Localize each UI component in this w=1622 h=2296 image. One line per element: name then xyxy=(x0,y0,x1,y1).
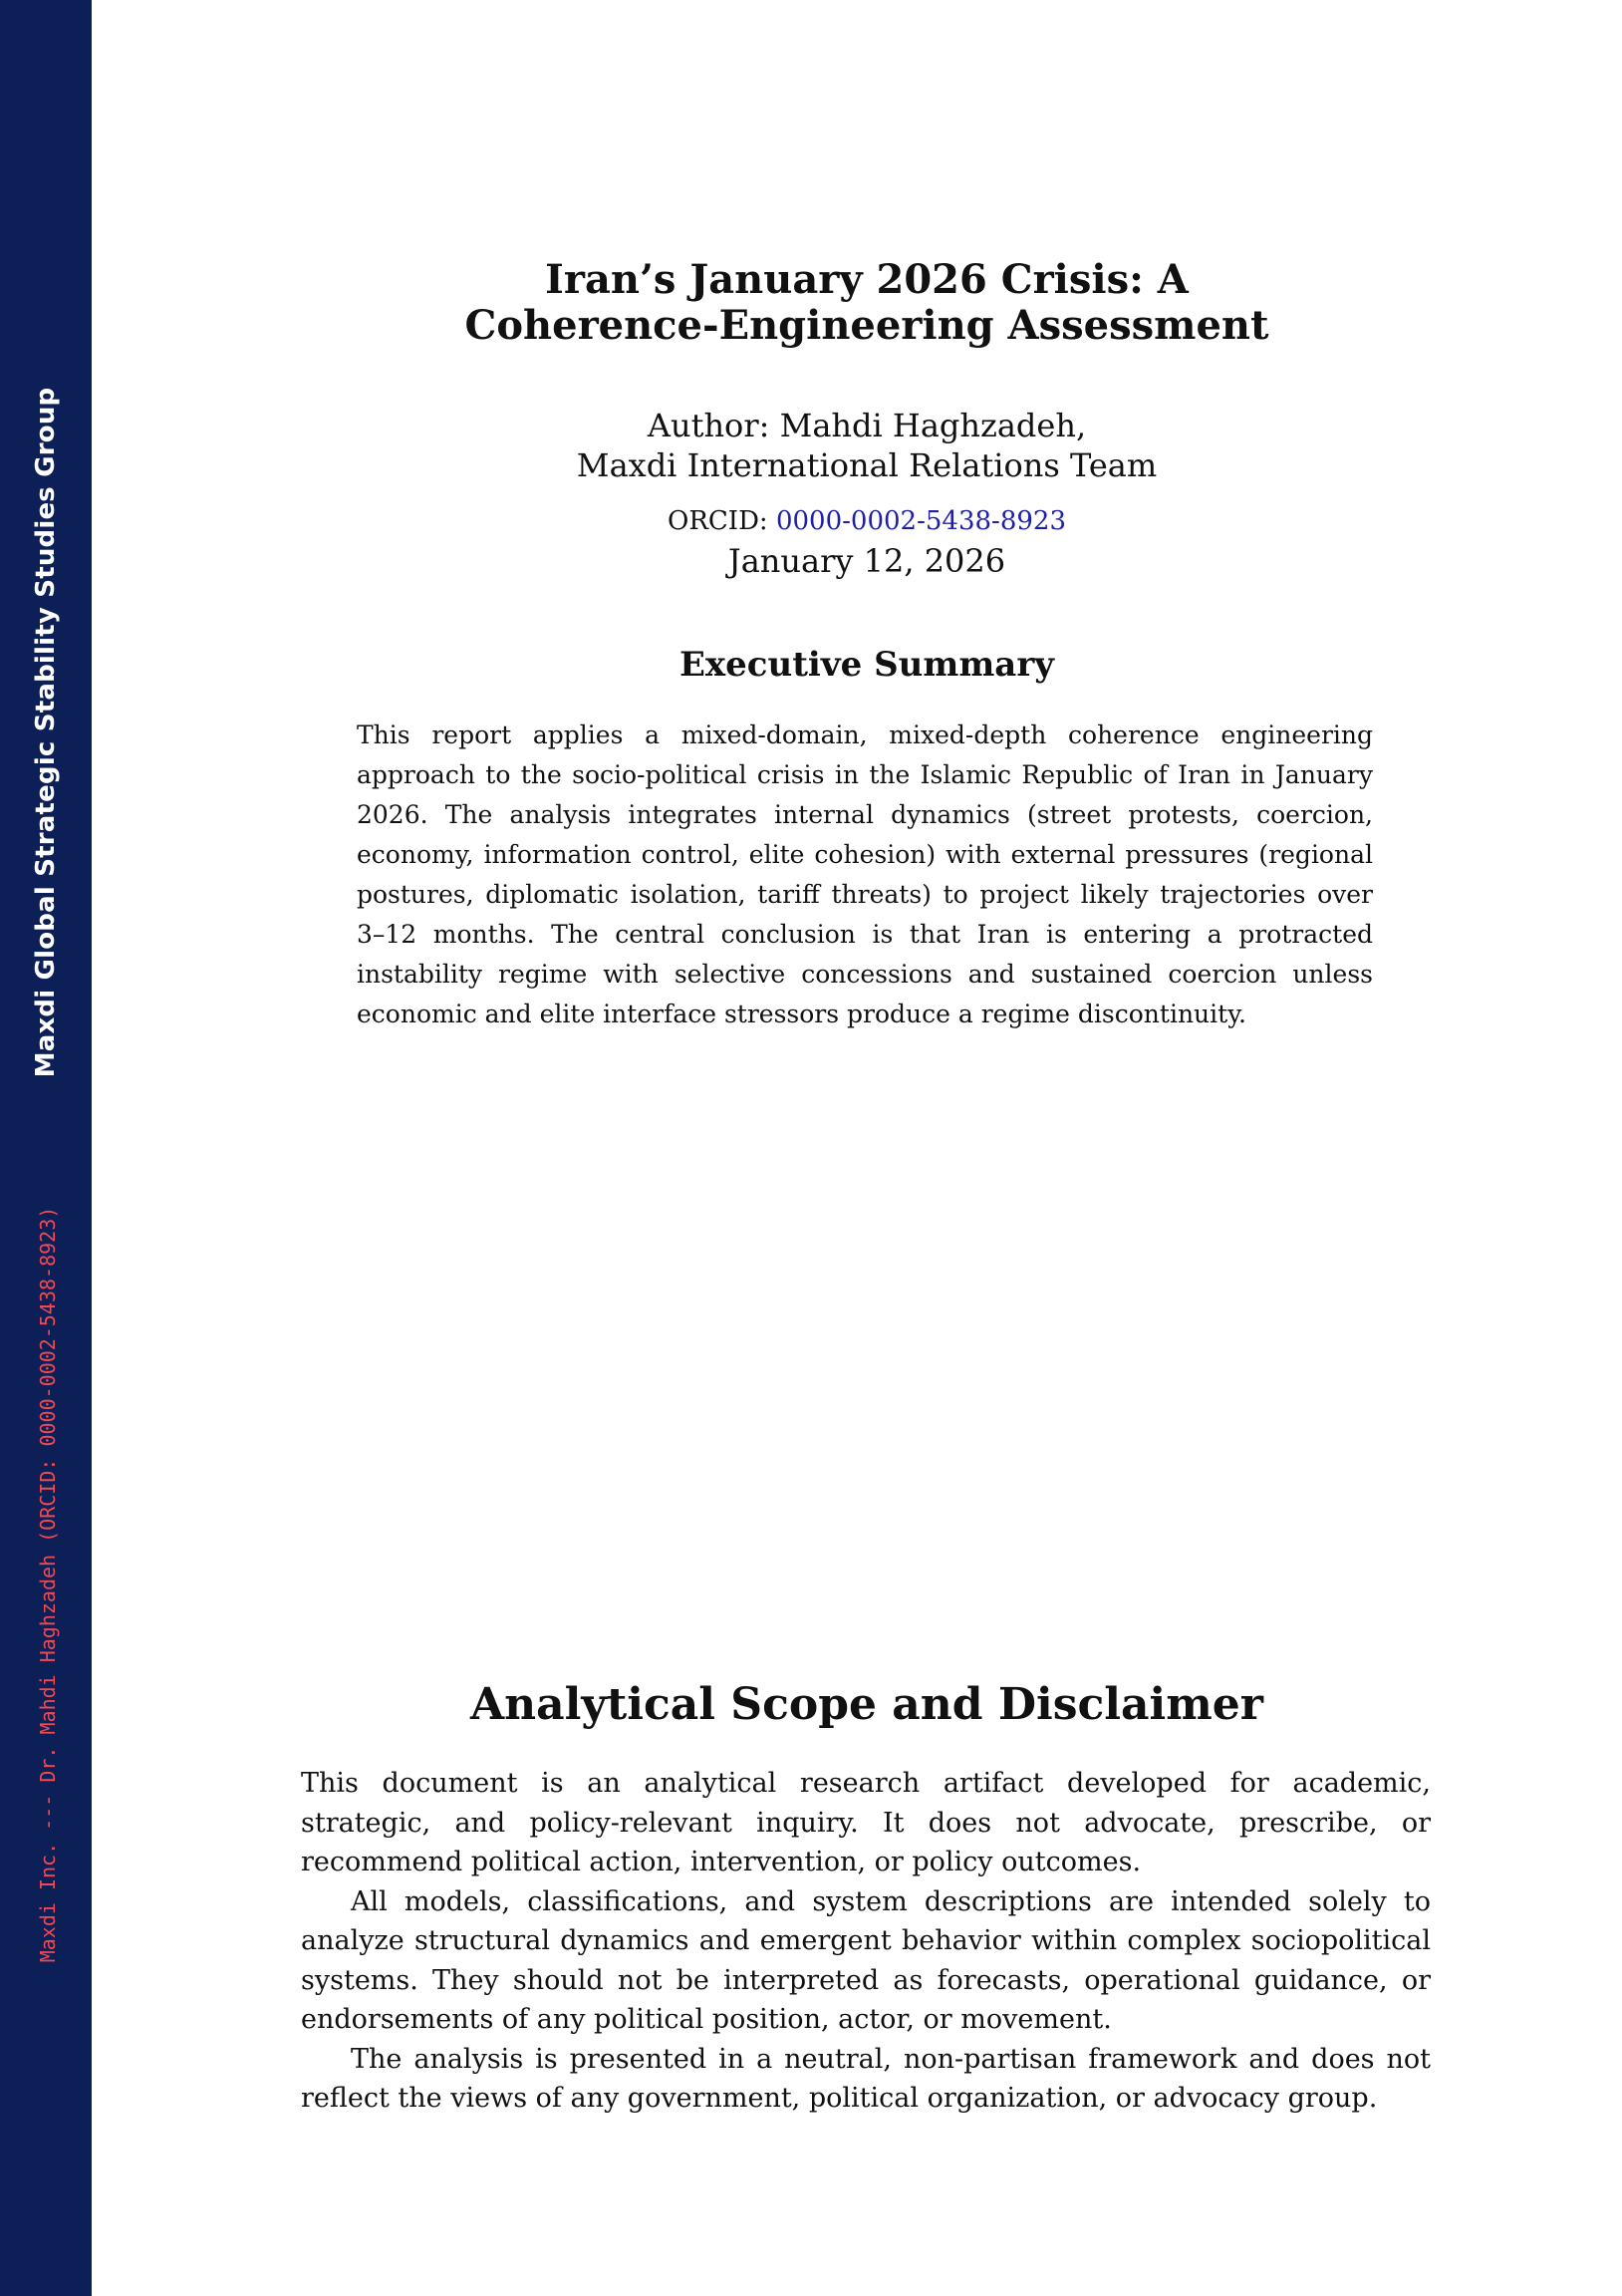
author-block xyxy=(359,406,1375,485)
publication-date: January 12, 2026 xyxy=(727,542,1006,580)
scope-heading: Analytical Scope and Disclaimer xyxy=(470,1679,1263,1730)
title-line-2: Coherence-Engineering Assessment xyxy=(464,302,1269,349)
scope-paragraph-1: This document is an analytical research artifact developed for academic, strategic, and policy-relevant inquiry. It does not advocate, prescribe, or recommend political action, intervention, or policy outcomes. xyxy=(301,1768,1431,1877)
sidebar-group-label: Maxdi Global Strategic Stability Studies Group xyxy=(31,387,61,1078)
orcid-link[interactable]: 0000-0002-5438-8923 xyxy=(775,506,1066,536)
orcid-line xyxy=(359,506,1375,536)
page-title xyxy=(359,257,1375,349)
scope-paragraph-2: All models, classifications, and system descriptions are intended solely to analyze structural dynamics and emergent behavior within complex sociopolitical systems. They should not be interpreted as forecasts, operational guidance, or endorsements of any political position, actor, or movement. xyxy=(301,1885,1431,2035)
executive-summary-heading: Executive Summary xyxy=(678,645,1054,685)
orcid-label: ORCID: xyxy=(668,506,768,536)
sidebar-band xyxy=(0,0,92,2296)
title-line-1: Iran’s January 2026 Crisis: A xyxy=(545,256,1189,303)
author-name: Author: Mahdi Haghzadeh, xyxy=(647,407,1087,444)
scope-paragraph-3: The analysis is presented in a neutral, non-partisan framework and does not reflect the views of any government, political organization, or advocacy group. xyxy=(301,2043,1431,2114)
author-affiliation: Maxdi International Relations Team xyxy=(576,446,1158,484)
scope-body xyxy=(301,1764,1431,2119)
sidebar-author-line: Maxdi Inc. --- Dr. Mahdi Haghzadeh (ORCID: 0000-0002-5438-8923) xyxy=(36,1206,60,1963)
executive-summary-text: This report applies a mixed-domain, mixed-depth coherence engineering approach to the socio-political crisis in the Islamic Republic of Iran in January 2026. The analysis integrates internal dynamics (street protests, coercion, economy, information control, elite cohesion) with external pressures (regional postures, diplomatic isolation, tariff threats) to project likely trajectories over 3–12 months. The central conclusion is that Iran is entering a protracted instability regime with selective concessions and sustained coercion unless economic and elite interface stressors produce a regime discontinuity. xyxy=(357,720,1373,1028)
